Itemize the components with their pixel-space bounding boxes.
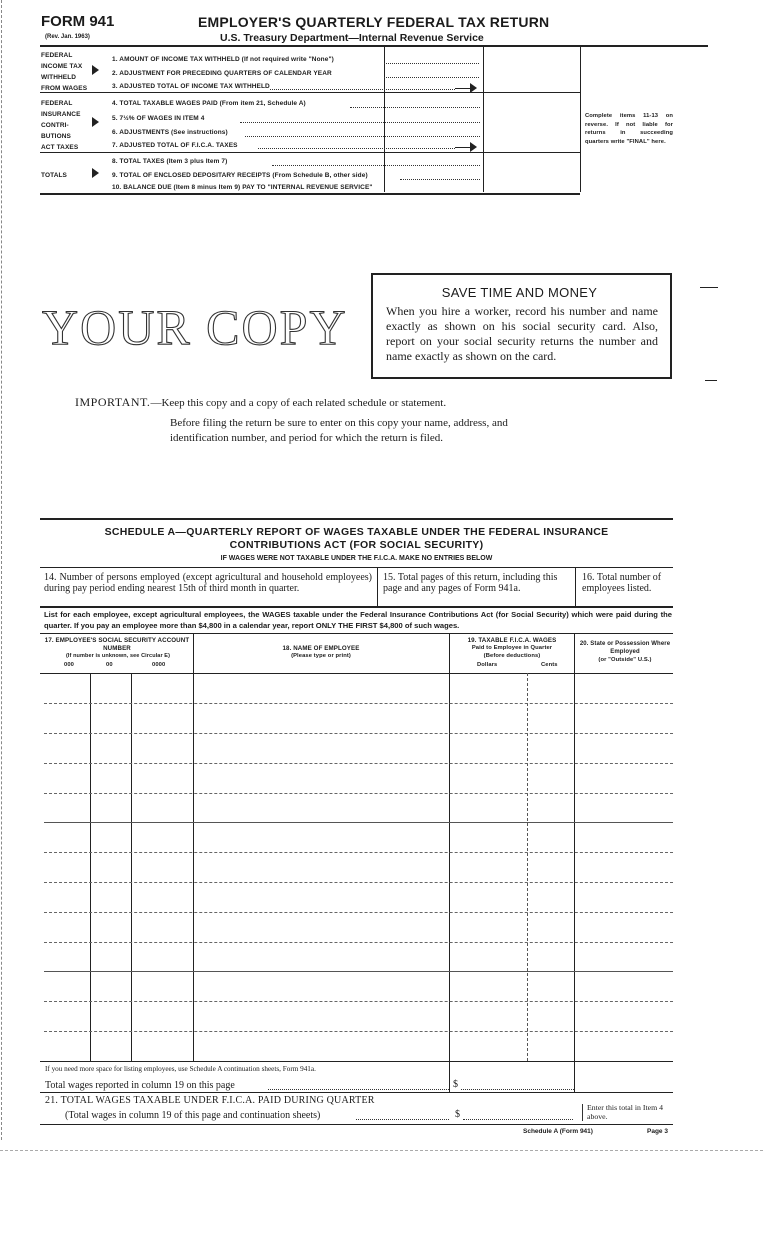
table-row[interactable] — [40, 1061, 673, 1062]
table-row[interactable] — [44, 763, 673, 764]
line-7-arrow-shaft — [455, 147, 470, 148]
form-number: FORM 941 — [41, 13, 115, 30]
line-1-leader — [384, 63, 479, 64]
margin-mark-1 — [700, 287, 718, 288]
col-19-cents-label: Cents — [541, 662, 558, 668]
form-agency: U.S. Treasury Department—Internal Revenue Service — [220, 32, 484, 44]
important-label: IMPORTANT. — [75, 395, 151, 409]
col-19-title: 19. TAXABLE F.I.C.A. WAGES — [467, 637, 557, 644]
item-14: 14. Number of persons employed (except agricultural and household employees) during pay period ending nearest 15th of third month in quarter. — [44, 572, 372, 594]
item-21-entry[interactable] — [463, 1119, 573, 1120]
col-divider-ssn-a — [90, 673, 91, 1061]
table-row[interactable] — [44, 882, 673, 883]
table-row[interactable] — [44, 942, 673, 943]
table-row[interactable] — [44, 971, 673, 972]
col-17-sub: (If number is unknown, see Circular E) — [65, 653, 171, 659]
more-space-note: If you need more space for listing employees, use Schedule A continuation sheets, Form 941a. — [45, 1065, 316, 1073]
col-20-sub: (or "Outside" U.S.) — [598, 657, 652, 663]
schedule-bottom-rule — [40, 1124, 673, 1125]
margin-mark-2 — [705, 380, 717, 381]
your-copy-text: YOUR COPY — [42, 299, 348, 355]
col-18-title: 18. NAME OF EMPLOYEE — [282, 645, 360, 652]
table-row[interactable] — [44, 852, 673, 853]
page-bottom-edge — [0, 1150, 763, 1151]
col-19-sub1: Paid to Employee in Quarter — [471, 645, 553, 651]
top-table-divider-1 — [483, 46, 484, 192]
table-row[interactable] — [44, 703, 673, 704]
table-row[interactable] — [44, 822, 673, 823]
schedule-subtitle: IF WAGES WERE NOT TAXABLE UNDER THE F.I.C.A. MAKE NO ENTRIES BELOW — [220, 555, 493, 562]
line-4-label: 4. TOTAL TAXABLE WAGES PAID (From item 21, Schedule A) — [112, 100, 306, 107]
line-8-label: 8. TOTAL TAXES (Item 3 plus Item 7) — [112, 158, 228, 165]
line-7-arrow-icon — [470, 142, 477, 152]
fica-pointer-icon — [92, 117, 99, 127]
important-line — [75, 395, 446, 410]
line-2-leader — [384, 77, 479, 78]
line-3-arrow-icon — [470, 83, 477, 93]
item-16: 16. Total number of employees listed. — [582, 572, 662, 594]
items-bottom-rule — [40, 606, 673, 608]
line-4-entry-left — [384, 99, 385, 137]
line-8-leader[interactable] — [272, 165, 480, 166]
line-3-leader — [270, 89, 455, 90]
col-18-sub: (Please type or print) — [291, 653, 351, 659]
line-9-label: 9. TOTAL OF ENCLOSED DEPOSITARY RECEIPTS (From Schedule B, other side) — [112, 172, 368, 179]
total-wages-label: Total wages reported in column 19 on this page — [45, 1080, 235, 1091]
group-separator-2 — [40, 152, 580, 153]
line-1-label: 1. AMOUNT OF INCOME TAX WITHHELD (If not required write "None") — [112, 56, 334, 63]
fica-group-label: FEDERAL INSURANCE CONTRI- BUTIONS ACT TAXES — [41, 100, 81, 151]
save-time-text: When you hire a worker, record his number and name exactly as shown on his social security card. Also, report on your social security returns the number and name exactly as shown on the card. — [386, 304, 658, 363]
table-row[interactable] — [44, 1001, 673, 1002]
item-21-dollar: $ — [455, 1109, 460, 1120]
item-21-label: 21. TOTAL WAGES TAXABLE UNDER F.I.C.A. PAID DURING QUARTER — [45, 1095, 375, 1106]
schedule-top-rule — [40, 518, 673, 520]
line-4-leader[interactable] — [350, 107, 480, 108]
total-wages-dollar: $ — [453, 1079, 458, 1090]
item-21-sub: (Total wages in column 19 of this page and continuation sheets) — [65, 1110, 321, 1121]
col-19-sub2: (Before deductions) — [483, 653, 541, 659]
line-6-label: 6. ADJUSTMENTS (See instructions) — [112, 129, 228, 136]
col-19-dollars-label: Dollars — [477, 662, 498, 668]
important-text: —Keep this copy and a copy of each related schedule or statement. — [150, 397, 447, 409]
top-table-divider-2 — [580, 46, 581, 192]
item-21-leader — [356, 1119, 449, 1120]
total-wages-leader — [268, 1089, 449, 1090]
line-5-leader[interactable] — [240, 122, 480, 123]
your-copy-stamp — [42, 298, 362, 363]
form-title: EMPLOYER'S QUARTERLY FEDERAL TAX RETURN — [198, 14, 550, 30]
col-17-group-b: 00 — [106, 662, 113, 668]
col-20-title: 20. State or Possession Where Employed — [579, 641, 671, 655]
line-10-label: 10. BALANCE DUE (Item 8 minus Item 9) PAY TO "INTERNAL REVENUE SERVICE" — [112, 184, 373, 191]
schedule-instruction: List for each employee, except agricultural employees, the WAGES taxable under the Federal Insurance Contributions Act (for Social Security) which were paid during the quarter. If you pay an employee more than $4,800 in a calendar year, report ONLY THE FIRST $4,800 of such wages. — [44, 610, 672, 630]
top-rule — [40, 45, 708, 47]
line-9-leader[interactable] — [400, 179, 480, 180]
income-tax-group-label: FEDERAL INCOME TAX WITHHELD FROM WAGES — [41, 52, 88, 92]
col-17-group-a: 000 — [64, 662, 74, 668]
totals-group-label: TOTALS — [41, 172, 67, 179]
footer-page: Page 3 — [647, 1128, 668, 1135]
left-edge-perforation — [1, 0, 2, 1140]
footer-form: Schedule A (Form 941) — [523, 1128, 593, 1135]
save-time-title: SAVE TIME AND MONEY — [441, 285, 598, 300]
item-14-divider — [377, 568, 378, 606]
schedule-title-1: SCHEDULE A—QUARTERLY REPORT OF WAGES TAXABLE UNDER THE FEDERAL INSURANCE — [104, 526, 609, 538]
total-wages-rule — [40, 1092, 673, 1093]
total-wages-entry[interactable] — [461, 1089, 574, 1090]
important-note: Before filing the return be sure to enter on this copy your name, address, and identification number, and period for which the return is filed. — [170, 417, 508, 444]
enter-total-note: Enter this total in Item 4 above. — [582, 1104, 667, 1121]
col-17-title: 17. EMPLOYEE'S SOCIAL SECURITY ACCOUNT NUMBER — [44, 637, 190, 652]
line-7-leader — [258, 148, 455, 149]
table-row[interactable] — [44, 912, 673, 913]
line-7-label: 7. ADJUSTED TOTAL OF F.I.C.A. TAXES — [112, 142, 238, 149]
line-5-label: 5. 7½% OF WAGES IN ITEM 4 — [112, 115, 205, 122]
item-15-divider — [575, 568, 576, 606]
col-divider-17 — [193, 634, 194, 1061]
col-17-group-c: 0000 — [152, 662, 166, 668]
top-table-bottom — [40, 193, 580, 195]
line-6-leader[interactable] — [245, 136, 480, 137]
instruction-bottom-rule — [40, 633, 673, 634]
line-3-arrow-shaft — [455, 88, 470, 89]
line-2-label: 2. ADJUSTMENT FOR PRECEDING QUARTERS OF CALENDAR YEAR — [112, 70, 332, 77]
line-3-entry[interactable] — [483, 92, 580, 93]
line-3-label: 3. ADJUSTED TOTAL OF INCOME TAX WITHHELD — [112, 83, 270, 90]
side-note: Complete items 11-13 on reverse. If not liable for returns in succeeding quarters write "FINAL" here. — [585, 113, 673, 145]
schedule-title-2: CONTRIBUTIONS ACT (FOR SOCIAL SECURITY) — [229, 539, 484, 551]
col-divider-ssn-b — [131, 673, 132, 1061]
header-bottom-rule — [40, 673, 673, 674]
col-divider-cents — [527, 673, 528, 1061]
item-15: 15. Total pages of this return, including this page and any pages of Form 941a. — [383, 572, 558, 594]
totals-pointer-icon — [92, 168, 99, 178]
items-top-rule — [40, 567, 673, 568]
table-row[interactable] — [44, 1031, 673, 1032]
form-revision: (Rev. Jan. 1963) — [45, 34, 90, 40]
income-tax-pointer-icon — [92, 65, 99, 75]
table-row[interactable] — [44, 793, 673, 794]
table-row[interactable] — [44, 733, 673, 734]
